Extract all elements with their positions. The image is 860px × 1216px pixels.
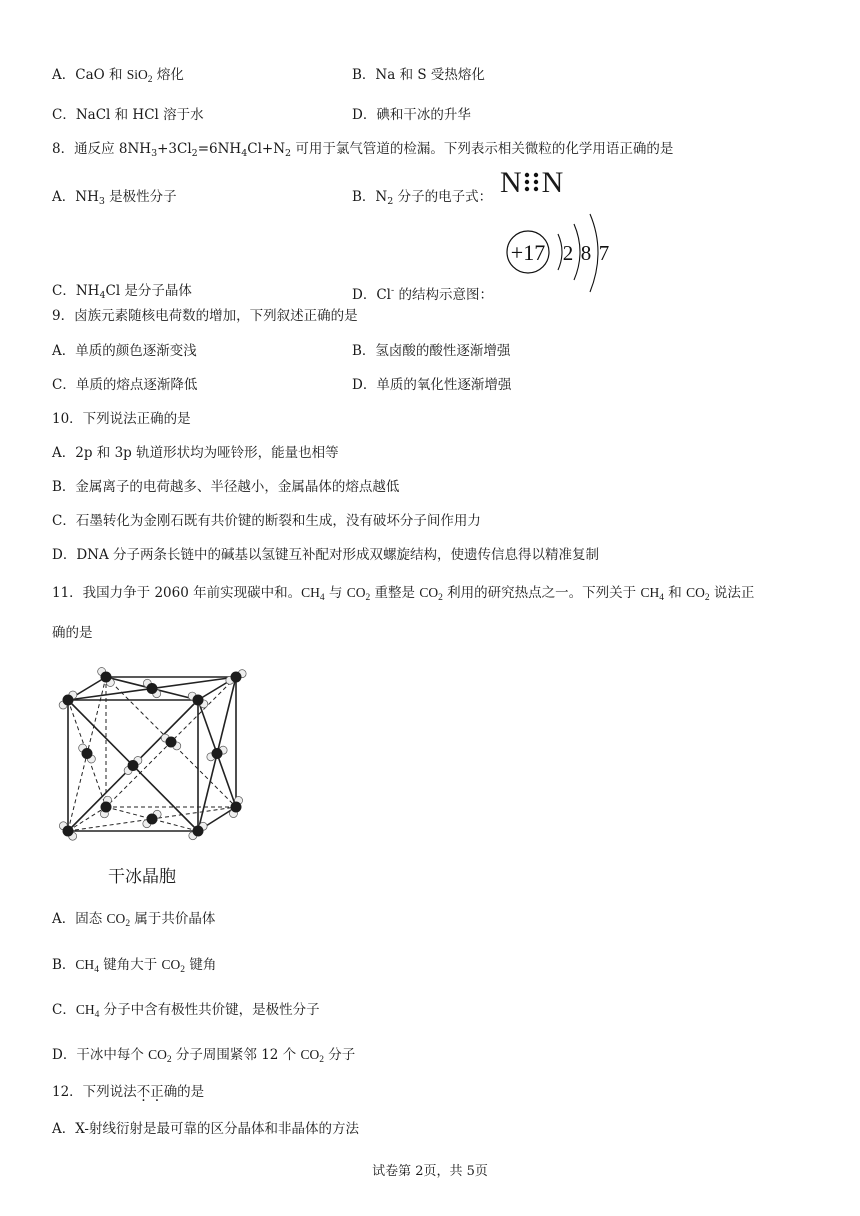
q11-option-a: A．固态 $CO_2$ 属于共价晶体 <box>52 911 216 929</box>
q7-option-b: B．Na 和 S 受热熔化 <box>352 67 485 83</box>
co2-molecule <box>143 810 161 827</box>
q8-option-b: B．$N_2$ 分子的电子式： <box>352 189 493 207</box>
carbon-atom <box>193 826 204 837</box>
co2-molecule <box>161 734 181 750</box>
q8-stem: 8．通反应 $8NH_3+3Cl_2=6NH_4Cl+N_2$ 可用于氯气管道的检漏。下列表示相关微粒的化学用语正确的是 <box>52 141 674 159</box>
q11-option-c: C．$CH_4$ 分子中含有极性共价键，是极性分子 <box>52 1002 320 1020</box>
carbon-atom <box>231 802 242 813</box>
q10-option-c: C．石墨转化为金刚石既有共价键的断裂和生成，没有破坏分子间作用力 <box>52 513 481 529</box>
q8-option-c: C．$NH_4Cl$ 是分子晶体 <box>52 283 192 301</box>
co2-molecule <box>79 744 96 763</box>
q11-stem-line2: 确的是 <box>52 625 93 641</box>
q9-option-a: A．单质的颜色逐渐变浅 <box>52 343 197 359</box>
q12-option-a: A．X-射线衍射是最可靠的区分晶体和非晶体的方法 <box>52 1121 359 1137</box>
carbon-atom <box>101 672 112 683</box>
carbon-atom <box>147 814 158 825</box>
co2-molecule <box>226 670 246 685</box>
page-footer: 试卷第 2页，共 5页 <box>372 1164 488 1179</box>
triple-bond-dots-icon <box>522 170 542 194</box>
q8-option-a: A．$NH_3$ 是极性分子 <box>52 189 177 207</box>
q10-option-d: D．DNA 分子两条长链中的碱基以氢键互补配对形成双螺旋结构，使遗传信息得以精准复制 <box>52 547 599 563</box>
q9-option-b: B．氢卤酸的酸性逐渐增强 <box>352 343 511 359</box>
q11-option-d: D．干冰中每个 $CO_2$ 分子周围紧邻 12 个 $CO_2$ 分子 <box>52 1047 356 1065</box>
q11-stem: 11．我国力争于 2060 年前实现碳中和。$CH_4$ 与 $CO_2$ 重整是 $CO_2$ 利用的研究热点之一。下列关于 $CH_4$ 和 $CO_2$ 说法正 <box>52 585 755 603</box>
q12-stem: 12．下列说法不正确的是 <box>52 1084 205 1100</box>
emphasis-char-2: 正 <box>150 1084 164 1100</box>
q9-stem: 9．卤族元素随核电荷数的增加，下列叙述正确的是 <box>52 308 358 324</box>
cell-edge-hidden <box>68 807 106 831</box>
co2-molecule <box>100 796 111 818</box>
emphasis-char-1: 不 <box>136 1084 151 1100</box>
figure-caption: 干冰晶胞 <box>108 867 176 887</box>
q9-option-d: D．单质的氧化性逐渐增强 <box>352 377 512 393</box>
carbon-atom <box>212 748 223 759</box>
q8-option-d: D．Cl- 的结构示意图： <box>352 285 493 303</box>
carbon-atom <box>63 826 74 837</box>
q10-option-b: B．金属离子的电荷越多、半径越小，金属晶体的熔点越低 <box>52 479 400 495</box>
q7-option-a: A．CaO 和 SiO$_2$ 熔化 <box>52 67 184 85</box>
q9-option-c: C．单质的熔点逐渐降低 <box>52 377 198 393</box>
carbon-atom <box>82 748 93 759</box>
carbon-atom <box>147 683 158 694</box>
cl-ion-structure-diagram <box>500 210 620 300</box>
co2-molecule <box>143 679 160 697</box>
shell-3-count: 7 <box>598 241 610 265</box>
carbon-atom <box>231 672 242 683</box>
q10-option-a: A．2p 和 3p 轨道形状均为哑铃形，能量也相等 <box>52 445 339 461</box>
nucleus-label: +17 <box>510 240 546 265</box>
q11-option-b: B．$CH_4$ 键角大于 $CO_2$ 键角 <box>52 957 217 975</box>
dry-ice-unit-cell-diagram <box>52 655 252 850</box>
n2-electron-formula: N N <box>500 166 564 199</box>
carbon-atom <box>166 737 177 748</box>
q10-stem: 10．下列说法正确的是 <box>52 411 191 427</box>
shell-1-count: 2 <box>562 241 574 265</box>
q7-option-c: C．NaCl 和 HCl 溶于水 <box>52 107 204 123</box>
shell-2-count: 8 <box>580 241 592 265</box>
carbon-atom <box>101 802 112 813</box>
q7-option-d: D．碘和干冰的升华 <box>352 107 471 123</box>
carbon-atom <box>193 695 204 706</box>
co2-molecule <box>229 796 242 817</box>
carbon-atom <box>63 695 74 706</box>
co2-molecule <box>207 746 227 761</box>
carbon-atom <box>128 760 139 771</box>
